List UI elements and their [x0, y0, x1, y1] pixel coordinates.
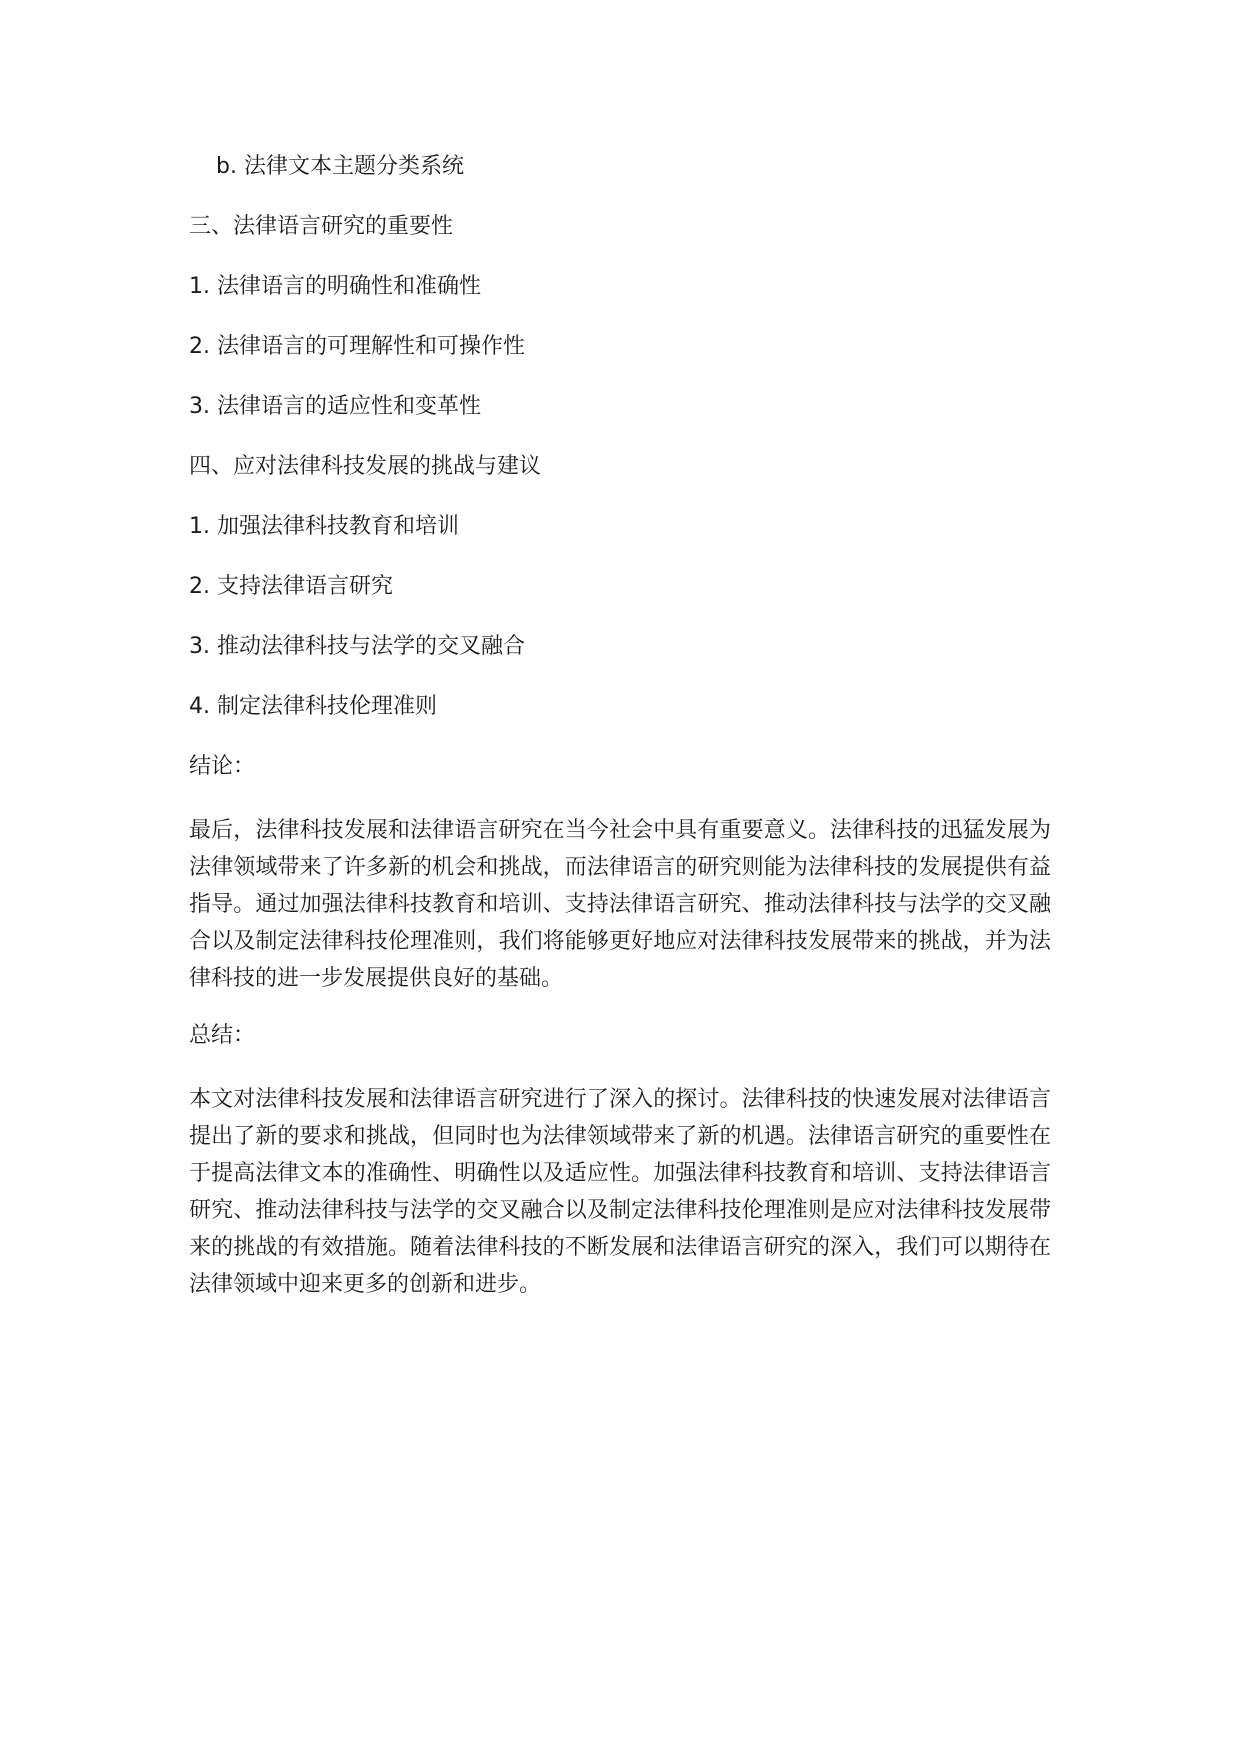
conclusion-heading: 结论： — [189, 754, 256, 779]
list-item: 2. 支持法律语言研究 — [189, 574, 393, 599]
summary-paragraph: 本文对法律科技发展和法律语言研究进行了深入的探讨。法律科技的快速发展对法律语言提出了新的要求和挑战，但同时也为法律领域带来了新的机遇。法律语言研究的重要性在于提高法律文本的准确性、明确性以及适应性。加强法律科技教育和培训、支持法律语言研究、推动法律科技与法学的交叉融合以及制定法律科技伦理准则是应对法律科技发展带来的挑战的有效措施。随着法律科技的不断发展和法律语言研究的深入，我们可以期待在法律领域中迎来更多的创新和进步。 — [189, 1087, 1051, 1297]
list-item: 1. 法律语言的明确性和准确性 — [189, 274, 481, 299]
list-item: 2. 法律语言的可理解性和可操作性 — [189, 334, 525, 359]
list-item: 3. 推动法律科技与法学的交叉融合 — [189, 634, 525, 659]
list-item: 3. 法律语言的适应性和变革性 — [189, 394, 481, 419]
list-item: 1. 加强法律科技教育和培训 — [189, 514, 459, 539]
list-item: 4. 制定法律科技伦理准则 — [189, 694, 437, 719]
summary-heading: 总结： — [189, 1023, 256, 1048]
section-heading-importance: 三、法律语言研究的重要性 — [189, 214, 454, 239]
conclusion-paragraph: 最后，法律科技发展和法律语言研究在当今社会中具有重要意义。法律科技的迅猛发展为法律领域带来了许多新的机会和挑战，而法律语言的研究则能为法律科技的发展提供有益指导。通过加强法律科技教育和培训、支持法律语言研究、推动法律科技与法学的交叉融合以及制定法律科技伦理准则，我们将能够更好地应对法律科技发展带来的挑战，并为法律科技的进一步发展提供良好的基础。 — [189, 818, 1051, 991]
section-heading-challenges: 四、应对法律科技发展的挑战与建议 — [189, 454, 542, 479]
list-item-topic-classification: b. 法律文本主题分类系统 — [216, 154, 464, 179]
document-body — [189, 152, 1051, 1327]
